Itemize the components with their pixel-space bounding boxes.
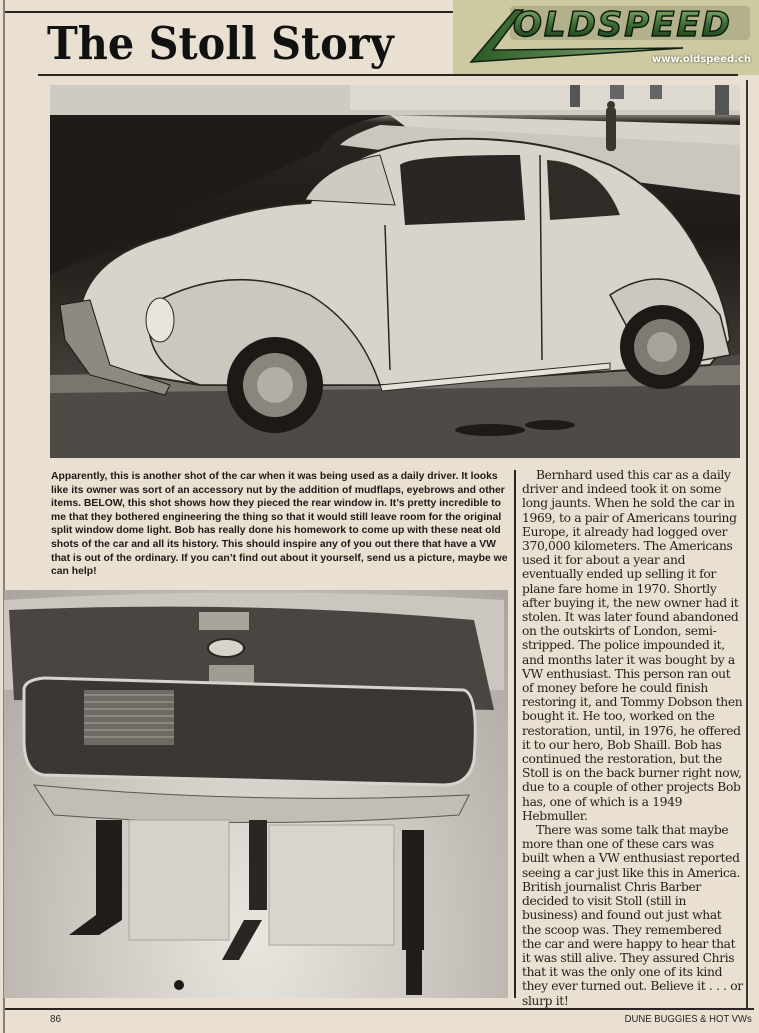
interior-illustration	[4, 590, 508, 998]
top-rule	[5, 11, 455, 13]
car-exterior-photo	[50, 85, 740, 458]
footer-rule	[5, 1008, 754, 1010]
page-right-border	[746, 80, 748, 1008]
page-number: 86	[50, 1014, 62, 1025]
logo-url[interactable]: www.oldspeed.ch	[651, 54, 751, 65]
article-title: The Stoll Story	[47, 17, 394, 70]
logo-wordmark: OLDSPEED	[513, 5, 732, 45]
body-paragraph: Bernhard used this car as a daily driver and indeed took it on some long jaunts. When he sold the car in 1969, to a pair of Americans touring Europe, it already had logged over 370,000 kilometers. The Americans used it for about a year and eventually ended up selling it for plane fare home in 1970. Shortly after buying it, the new owner had it stolen. It was later found abandoned on the outskirts of London, semi-stripped. The police impounded it, and months later it was bought by a VW enthusiast. This person ran out of money before he could finish restoring it, and Tommy Dobson then bought it. He too, worked on the restoration, until, in 1976, he offered it to our hero, Bob Shaill. Bob has continued the restoration, but the Stoll is on the back burner right now, due to a couple of other projects Bob has, one of which is a 1949 Hebmuller.	[522, 468, 743, 823]
photo-caption: Apparently, this is another shot of the car when it was being used as a daily driver. It looks like its owner was sort of an accessory nut by the addition of mudflaps, eyebrows and other items. BELOW, this shot shows how they pieced the rear window in. It’s pretty incredible to me that they bothered engineering the thing so that it would still leave room for the original split window dome light. Bob has really done his homework to come up with these neat old shots of the car and all its history. This should inspire any of you out there that have a VW that is out of the ordinary. If you can’t find out about it yourself, send us a picture, maybe we can help!	[51, 471, 508, 578]
rear-window-interior-photo	[4, 590, 508, 998]
magazine-name: DUNE BUGGIES & HOT VWs	[624, 1014, 752, 1025]
car-illustration	[50, 85, 740, 458]
column-divider	[514, 470, 516, 998]
title-underline-rule	[38, 74, 738, 76]
body-paragraph: There was some talk that maybe more than one of these cars was built when a VW enthusiast reported seeing a car just like this in America. British journalist Chris Barber decided to visit Stoll (still in business) and found out just what the scoop was. They remembered the car and were happy to hear that it was still alive. They assured Chris that it was the only one of its kind they ever turned out. Believe it . . . or slurp it!	[522, 823, 743, 1008]
article-body	[522, 468, 744, 1008]
oldspeed-logo[interactable]	[453, 0, 759, 75]
